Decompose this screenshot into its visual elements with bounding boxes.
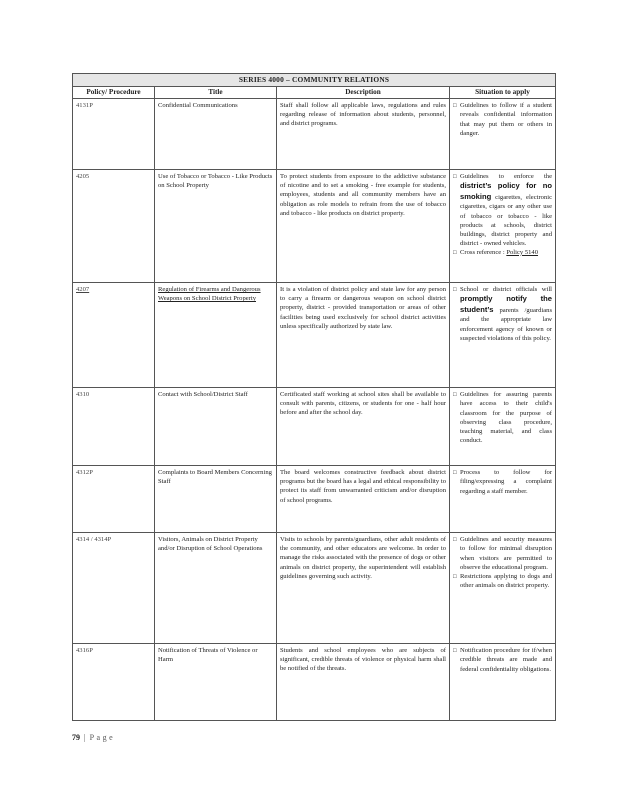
policy-title: Regulation of Firearms and Dangerous Weapons on School District Property bbox=[155, 283, 277, 388]
table-row bbox=[73, 283, 556, 388]
policy-number: 4314 / 4314P bbox=[73, 533, 155, 644]
situation-item bbox=[453, 572, 552, 590]
policy-number: 4207 bbox=[73, 283, 155, 388]
policy-title: Contact with School/District Staff bbox=[155, 388, 277, 466]
table-row bbox=[73, 533, 556, 644]
situation-text: School or district officials will bbox=[460, 286, 553, 294]
square-bullet-icon: □ bbox=[453, 470, 457, 477]
situation-text: Guidelines for assuring parents have access to their child's classroom for the purpose of observing class procedure, teaching material, and class conduct. bbox=[460, 391, 553, 444]
square-bullet-icon: □ bbox=[453, 103, 457, 110]
policy-description: To protect students from exposure to the addictive substance of nicotine and to set a smoking - free example for students, employees, students and all community members have an obligation as role models to refrain from the use of tobacco and tobacco - like products on district property. bbox=[277, 170, 450, 283]
situation-text: Restrictions applying to dogs and other animals on district property. bbox=[460, 572, 553, 590]
policy-situation bbox=[450, 644, 556, 721]
series-header-row bbox=[73, 74, 556, 87]
policy-description: The board welcomes constructive feedback about district programs but the board has a legal and ethical responsibility to protect its staff from unwarranted criticism and/or disruption of school programs. bbox=[277, 466, 450, 533]
situation-text: Process to follow for filing/expressing a complaint regarding a staff member. bbox=[460, 469, 553, 495]
policy-situation bbox=[450, 99, 556, 170]
column-header-policy: Policy/ Procedure bbox=[73, 87, 155, 99]
table-row bbox=[73, 466, 556, 533]
situation-text: Guidelines to enforce the bbox=[460, 173, 553, 181]
square-bullet-icon: □ bbox=[453, 392, 457, 399]
column-header-situation: Situation to apply bbox=[450, 87, 556, 99]
policy-description: Visits to schools by parents/guardians, other adult residents of the community, and other educators are welcome. In order to manage the risks associated with the presence of dogs or other animals on district property, the superintendent will establish guidelines governing such activity. bbox=[277, 533, 450, 644]
policy-situation bbox=[450, 283, 556, 388]
column-header-title: Title bbox=[155, 87, 277, 99]
situation-text: Guidelines and security measures to follow for minimal disruption when visitors are permitted to observe the educational program. bbox=[460, 536, 553, 571]
situation-item bbox=[453, 172, 552, 248]
situation-text: cigarettes, electronic cigarettes, cigars or any other use of tobacco or tobacco - like products at schools, district buildings, district property and district - owned vehicles. bbox=[460, 193, 553, 247]
column-header-row bbox=[73, 87, 556, 99]
cross-reference-label: Cross reference : bbox=[460, 248, 505, 256]
cross-reference-link[interactable]: Policy 5140 bbox=[506, 248, 539, 256]
policy-number: 4312P bbox=[73, 466, 155, 533]
policy-title: Use of Tobacco or Tobacco - Like Products on School Property bbox=[155, 170, 277, 283]
policy-number: 4310 bbox=[73, 388, 155, 466]
policy-title: Complaints to Board Members Concerning Staff bbox=[155, 466, 277, 533]
square-bullet-icon: □ bbox=[453, 537, 457, 544]
square-bullet-icon: □ bbox=[453, 648, 457, 655]
community-relations-table bbox=[72, 73, 556, 721]
policy-situation bbox=[450, 533, 556, 644]
policy-title: Confidential Communications bbox=[155, 99, 277, 170]
situation-item bbox=[453, 101, 552, 138]
page-footer bbox=[72, 733, 115, 742]
policy-description: Students and school employees who are subjects of significant, credible threats of violence or physical harm shall be notified of the threats. bbox=[277, 644, 450, 721]
situation-item bbox=[453, 248, 552, 257]
policy-number: 4131P bbox=[73, 99, 155, 170]
policy-title: Visitors, Animals on District Property and/or Disruption of School Operations bbox=[155, 533, 277, 644]
table-row bbox=[73, 388, 556, 466]
policy-situation bbox=[450, 388, 556, 466]
policy-description: Staff shall follow all applicable laws, regulations and rules regarding release of information about students, personnel, and district programs. bbox=[277, 99, 450, 170]
column-header-description: Description bbox=[277, 87, 450, 99]
footer-separator: | bbox=[84, 733, 86, 742]
situation-item bbox=[453, 468, 552, 495]
situation-item bbox=[453, 390, 552, 445]
policy-description: It is a violation of district policy and state law for any person to carry a firearm or dangerous weapon on school district property, district - provided transportation or areas of other facilities being used exclusively for school district activities unless specifically authorized by state law. bbox=[277, 283, 450, 388]
square-bullet-icon: □ bbox=[453, 573, 457, 580]
situation-text: Notification procedure for if/when credible threats are made and federal confidentiality obligations. bbox=[460, 647, 553, 673]
square-bullet-icon: □ bbox=[453, 249, 457, 256]
situation-item bbox=[453, 285, 552, 342]
policy-number: 4205 bbox=[73, 170, 155, 283]
table-row bbox=[73, 644, 556, 721]
policy-number: 4316P bbox=[73, 644, 155, 721]
situation-emphasis: promptly notify the student’s bbox=[460, 294, 553, 314]
policy-situation bbox=[450, 170, 556, 283]
situation-text: Guidelines to follow if a student reveals confidential information that may put them or others in danger. bbox=[460, 102, 553, 137]
square-bullet-icon: □ bbox=[453, 287, 457, 294]
policy-description: Certificated staff working at school sites shall be available to consult with parents, citizens, or students for one - half hour before and after the school day. bbox=[277, 388, 450, 466]
page-word: Page bbox=[89, 733, 116, 742]
policy-situation bbox=[450, 466, 556, 533]
page-number: 79 bbox=[72, 733, 80, 742]
situation-item bbox=[453, 535, 552, 572]
series-header: SERIES 4000 – COMMUNITY RELATIONS bbox=[73, 74, 556, 87]
situation-emphasis: district’s policy for no smoking bbox=[460, 181, 553, 201]
situation-text: parents /guardians and the appropriate law enforcement agency of known or suspected violations of this policy. bbox=[460, 306, 553, 342]
square-bullet-icon: □ bbox=[453, 174, 457, 181]
table-row bbox=[73, 99, 556, 170]
situation-item bbox=[453, 646, 552, 673]
table-row bbox=[73, 170, 556, 283]
policy-title: Notification of Threats of Violence or Harm bbox=[155, 644, 277, 721]
